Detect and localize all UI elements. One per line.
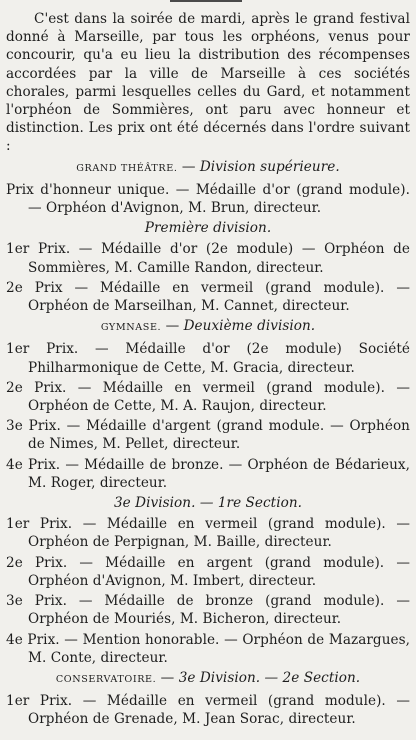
division-label: 3e Division. — 2e Section. [178,669,361,686]
section-heading-gymnase [6,317,410,337]
intro-paragraph: C'est dans la soirée de mardi, après le grand festival donné à Marseille, par tous les orphéons, venus pour concourir, qu'a eu lieu la distribution des récompenses accordées par la ville de Marseille à ces sociétés chorales, parmi lesquelles celles du Gard, et notamment l'orphéon de Sommières, ont paru avec honneur et distinction. Les prix ont été décernés dans l'ordre suivant : [6,11,410,155]
venue-label: GYMNASE. [100,322,162,334]
section-heading-grand-theatre [6,158,410,178]
prize-entry: 4e Prix. — Médaille de bronze. — Orphéon de Bédarieux, M. Roger, directeur. [6,456,410,491]
venue-label: CONSERVATOIRE. [55,673,157,685]
prize-entry: 1er Prix. — Médaille en vermeil (grand module). — Orphéon de Perpignan, M. Baille, directeur. [6,516,410,551]
section-heading-conservatoire [6,669,410,689]
division-label: Deuxième division. [183,318,316,335]
prize-entry: 3e Prix. — Médaille de bronze (grand module). — Orphéon de Mouriés, M. Bicheron, directeur. [6,593,410,628]
division-label: Division supérieure. [199,158,340,175]
heading-dash: — [156,669,179,686]
prize-entry: 2e Prix — Médaille en vermeil (grand module). — Orphéon de Marseilhan, M. Cannet, directeur. [6,279,410,315]
top-rule [170,0,242,2]
prize-entry: 2e Prix. — Médaille en argent (grand module). — Orphéon d'Avignon, M. Imbert, directeur. [6,554,410,589]
subheading-troisieme-division-section-1: 3e Division. — 1re Section. [113,495,302,512]
article-body [6,10,410,731]
prize-entry: 1er Prix. — Médaille en vermeil (grand module). — Orphéon de Grenade, M. Jean Sorac, directeur. [6,693,410,728]
prize-entry: 2e Prix. — Médaille en vermeil (grand module). — Orphéon de Cette, M. A. Raujon, directeur. [6,379,410,415]
prize-entry: 1er Prix. — Médaille d'or (2e module) Société Philharmonique de Cette, M. Gracia, directeur. [6,341,410,376]
heading-dash: — [161,318,184,335]
prize-entry: Prix d'honneur unique. — Médaille d'or (grand module). — Orphéon d'Avignon, M. Brun, directeur. [6,181,410,217]
heading-dash: — [177,158,200,175]
prize-entry: 3e Prix. — Médaille d'argent (grand module. — Orphéon de Nimes, M. Pellet, directeur. [6,418,410,453]
venue-label: GRAND THÉÂTRE. [76,162,178,174]
prize-entry: 4e Prix. — Mention honorable. — Orphéon de Mazargues, M. Conte, directeur. [6,631,410,666]
subheading-premiere-division: Première division. [144,220,272,237]
prize-entry: 1er Prix. — Médaille d'or (2e module) — Orphéon de Sommières, M. Camille Randon, directeur. [6,241,410,276]
